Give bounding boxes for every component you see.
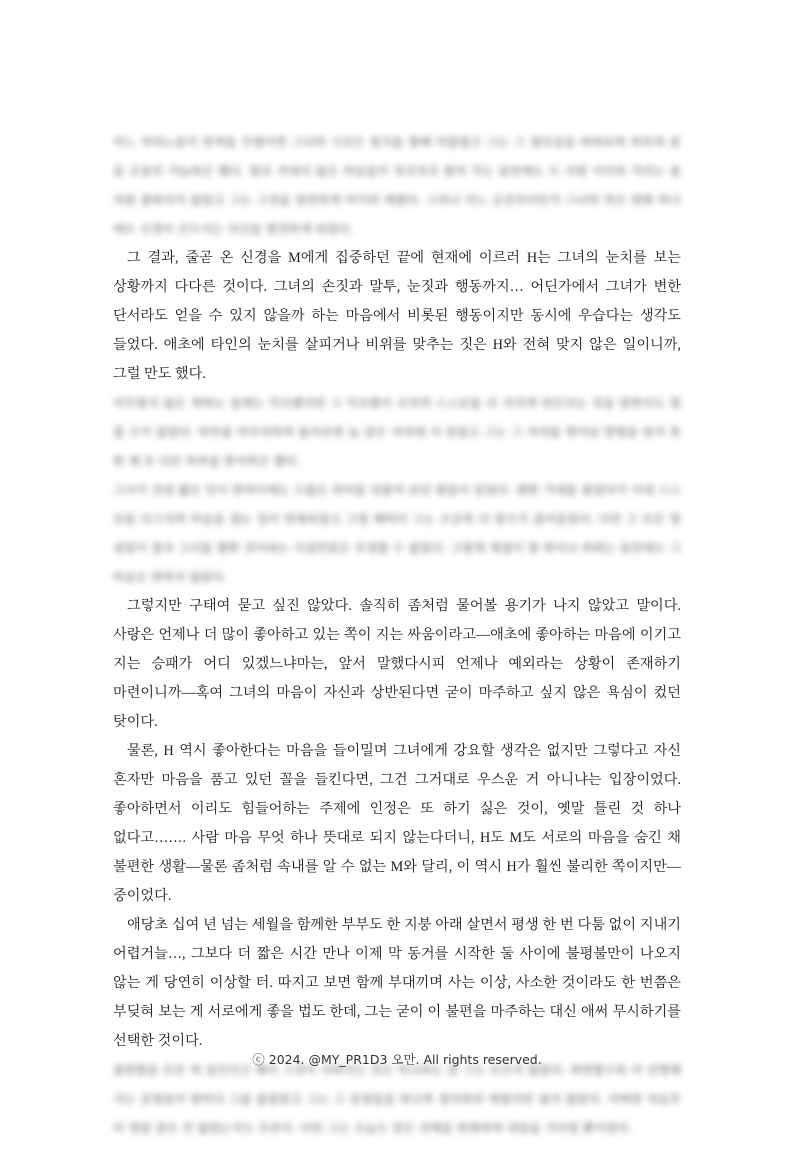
story-body: [113, 128, 681, 1172]
blurred-paragraph-3: 그녀가 건넨 짧은 인사 한마디에도 수많은 의미를 덧붙여 보던 밤들이 있었다. 괜한 기대를 품었다가 이내 스스로를 다그치며 마음을 접는 일이 반복되었고 그럴 때마다 그는 조금씩 더 말수가 줄어들었다. 다만 그 모든 망설임이 결국 그녀를 향한 것이라는 사실만큼은 부정할 수 없었다. 그렇게 계절이 몇 번이나 바뀌는 동안에도 그 마음은 변하지 않았다.: [113, 483, 681, 584]
paragraph-4: 애당초 십여 년 넘는 세월을 함께한 부부도 한 지붕 아래 살면서 평생 한 번 다툼 없이 지내기 어렵거늘…, 그보다 더 짧은 시간 만나 이제 막 동거를 시작한 둘 사이에 불평불만이 나오지 않는 게 당연히 이상할 터. 따지고 보면 함께 부대끼며 사는 이상, 사소한 것이라도 한 번쯤은 부딪혀 보는 게 서로에게 좋을 법도 한데, 그는 굳이 이 불편을 마주하는 대신 애써 무시하기를 선택한 것이다.: [113, 917, 681, 1049]
copyright-footer: ⓒ 2024. @MY_PR1D3 오만. All rights reserved.: [252, 1052, 542, 1067]
paragraph-3: 물론, H 역시 좋아한다는 마음을 들이밀며 그녀에게 강요할 생각은 없지만 그렇다고 자신 혼자만 마음을 품고 있던 꼴을 들킨다면, 그건 그거대로 우스운 거 아니냐는 입장이었다. 좋아하면서 이리도 힘들어하는 주제에 인정은 또 하기 싫은 것이, 옛말 틀린 것 하나 없다고……. 사람 마음 무엇 하나 뜻대로 되지 않는다더니, H도 M도 서로의 마음을 숨긴 채 불편한 생활—물론 좀처럼 속내를 알 수 없는 M와 달리, 이 역시 H가 훨씬 불리한 쪽이지만—중이었다.: [113, 743, 681, 904]
blurred-paragraph-4: 불편함을 모른 척 넘긴다고 해서 그것이 사라지는 것은 아니라는 걸 그도 모르지 않았다. 외면할수록 더 선명해지는 감정들이 밤마다 그를 붙잡았고 그는 그 감정들을 하나씩 정리하려 애썼지만 쉽지 않았다. 어쩌면 처음부터 정답 같은 건 없었는지도 모른다. 다만 그는 오늘도 같은 선택을 반복하며 내일을 기다릴 뿐이었다.: [113, 1063, 681, 1135]
paragraph-2: 그렇지만 구태여 묻고 싶진 않았다. 솔직히 좀처럼 물어볼 용기가 나지 않았고 말이다. 사랑은 언제나 더 많이 좋아하고 있는 쪽이 지는 싸움이라고—애초에 좋아하는 마음에 이기고 지는 승패가 어디 있겠느냐마는, 앞서 말했다시피 언제나 예외라는 상황이 존재하기 마련이니까—혹여 그녀의 마음이 자신과 상반된다면 굳이 마주하고 싶지 않은 욕심이 컸던 탓이다.: [113, 598, 681, 730]
paragraph-1: 그 결과, 줄곧 온 신경을 M에게 집중하던 끝에 현재에 이르러 H는 그녀의 눈치를 보는 상황까지 다다른 것이다. 그녀의 손짓과 말투, 눈짓과 행동까지… 어딘가에서 그녀가 변한 단서라도 얻을 수 있지 않을까 하는 마음에서 비롯된 행동이지만 동시에 우습다는 생각도 들었다. 애초에 타인의 눈치를 살피거나 비위를 맞추는 짓은 H와 전혀 맞지 않은 일이니까, 그럴 만도 했다.: [113, 250, 681, 382]
blurred-paragraph-1: 어느 저녁노을이 번져올 무렵이면 그녀의 시선은 창가를 향해 머물렀고 그는 그 뒷모습을 바라보며 하루의 끝을 조용히 가늠하곤 했다. 말로 꺼내지 않은 마음들이 차곡차곡 쌓여 가는 동안에도 두 사람 사이의 거리는 좀처럼 좁혀지지 않았고 그는 그것을 당연하게 여기려 애썼다. 그러나 어느 순간부터인가 그녀의 작은 변화 하나에도 신경이 곤두서는 자신을 발견하게 되었다.: [113, 135, 681, 236]
blurred-paragraph-2: 아무렇지 않은 척하는 일에는 익숙했지만 그 익숙함이 오히려 스스로를 더 지치게 만든다는 것을 알면서도 멈출 수가 없었다. 하루를 마무리하며 돌아보면 늘 같은 자리에 서 있었고 그는 그 자리를 벗어날 방법을 알지 못한 채 또 다른 하루를 맞이하곤 했다.: [113, 396, 681, 468]
